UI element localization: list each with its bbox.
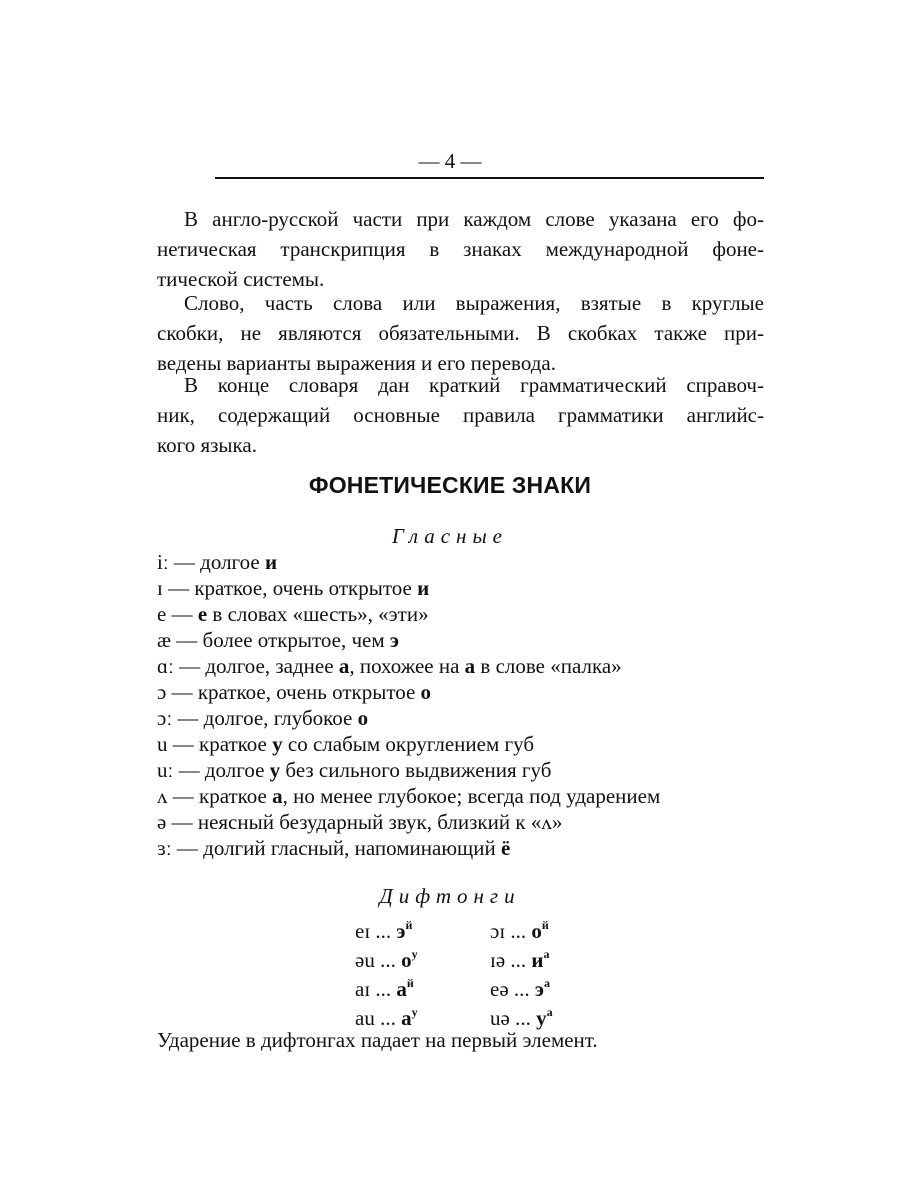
glide-superscript: а bbox=[543, 976, 550, 990]
emphasis-letter: а bbox=[464, 654, 476, 678]
phonetic-symbol: eə bbox=[490, 977, 509, 1001]
emphasis-letter: э bbox=[389, 628, 399, 652]
phonetic-symbol: əu bbox=[355, 948, 375, 972]
russian-equivalent: у bbox=[536, 1006, 547, 1030]
text-line: В конце словаря дан краткий грамматический справоч- bbox=[184, 373, 764, 397]
text-line: кого языка. bbox=[157, 433, 257, 457]
vowel-item bbox=[157, 627, 797, 653]
phonetic-symbol: e bbox=[157, 602, 167, 626]
description-text: со слабым округлением губ bbox=[282, 732, 535, 756]
glide-superscript: й bbox=[405, 918, 413, 932]
separator-dots: ... bbox=[509, 1006, 537, 1030]
text-line: тической системы. bbox=[157, 267, 325, 291]
diphthong-entry bbox=[490, 946, 550, 975]
vowels-subtitle: Гласные bbox=[391, 524, 509, 548]
vowel-item bbox=[157, 705, 797, 731]
russian-equivalent: о bbox=[401, 948, 412, 972]
diphthong-entry bbox=[490, 917, 549, 946]
vowel-item bbox=[157, 731, 797, 757]
glide-superscript: й bbox=[406, 976, 414, 990]
phonetic-symbol: au bbox=[355, 1006, 375, 1030]
separator-dots: ... bbox=[374, 1006, 402, 1030]
diphthong-row bbox=[355, 975, 615, 1004]
emphasis-letter: о bbox=[357, 706, 369, 730]
diphthong-entry bbox=[490, 975, 550, 1004]
phonetic-symbol: uə bbox=[490, 1006, 510, 1030]
separator-dots: ... bbox=[370, 919, 397, 943]
section-title: ФОНЕТИЧЕСКИЕ ЗНАКИ bbox=[308, 472, 592, 498]
text-line: нетическая транскрипция в знаках международной фоне- bbox=[157, 237, 764, 261]
phonetic-symbol: iː bbox=[157, 550, 169, 574]
vowel-item bbox=[157, 835, 797, 861]
glide-superscript: а bbox=[543, 947, 550, 961]
text-line: В англо-русской части при каждом слове указана его фо- bbox=[184, 207, 764, 231]
diphthong-entry bbox=[355, 975, 414, 1004]
intro-paragraph-2 bbox=[157, 288, 764, 378]
text-line: ник, содержащий основные правила грамматики английс- bbox=[157, 403, 764, 427]
separator-dots: ... bbox=[505, 919, 532, 943]
emphasis-letter: у bbox=[269, 758, 281, 782]
vowel-list bbox=[157, 549, 797, 861]
phonetic-symbol: ə bbox=[157, 810, 167, 834]
diphthong-row bbox=[355, 917, 615, 946]
phonetic-symbol: aɪ bbox=[355, 977, 371, 1001]
description-text: , похожее на bbox=[349, 654, 465, 678]
vowel-item bbox=[157, 653, 797, 679]
description-text: в словах «шесть», «эти» bbox=[207, 602, 429, 626]
description-text: — долгое bbox=[168, 550, 265, 574]
separator-dots: ... bbox=[508, 977, 535, 1001]
phonetic-symbol: ɑː bbox=[157, 654, 174, 678]
phonetic-symbol: ʌ bbox=[157, 784, 168, 808]
description-text: , но менее глубокое; всегда под ударением bbox=[282, 784, 661, 808]
vowel-item bbox=[157, 549, 797, 575]
glide-superscript: у bbox=[411, 947, 418, 961]
separator-dots: ... bbox=[370, 977, 397, 1001]
phonetic-symbol: ɜː bbox=[157, 836, 172, 860]
vowel-item bbox=[157, 757, 797, 783]
diphthong-row bbox=[355, 946, 615, 975]
emphasis-letter: и bbox=[417, 576, 430, 600]
page-number: — 4 — bbox=[418, 149, 482, 173]
russian-equivalent: а bbox=[401, 1006, 412, 1030]
vowel-item bbox=[157, 783, 797, 809]
text-line: ведены варианты выражения и его перевода. bbox=[157, 351, 556, 375]
phonetic-symbol: u bbox=[157, 732, 168, 756]
emphasis-letter: о bbox=[420, 680, 432, 704]
separator-dots: ... bbox=[505, 948, 532, 972]
diphthong-table bbox=[355, 917, 615, 1033]
emphasis-letter: ё bbox=[500, 836, 511, 860]
phonetic-symbol: ɪə bbox=[490, 948, 506, 972]
phonetic-symbol: ɔː bbox=[157, 706, 173, 730]
text-line: скобки, не являются обязательными. В скобках также при- bbox=[157, 321, 764, 345]
intro-paragraph-3 bbox=[157, 370, 764, 460]
description-text: — долгое bbox=[173, 758, 270, 782]
description-text: — неясный безударный звук, близкий к «ʌ» bbox=[166, 810, 563, 834]
russian-equivalent: и bbox=[531, 948, 544, 972]
intro-paragraph-1 bbox=[157, 204, 764, 294]
phonetic-symbol: uː bbox=[157, 758, 174, 782]
phonetic-symbol: ɪ bbox=[157, 576, 163, 600]
description-text: — краткое, очень открытое bbox=[166, 680, 421, 704]
phonetic-symbol: æ bbox=[157, 628, 172, 652]
emphasis-letter: а bbox=[272, 784, 283, 808]
description-text: — краткое, очень открытое bbox=[162, 576, 418, 600]
diphthongs-subtitle: Дифтонги bbox=[379, 884, 521, 908]
diphthong-entry bbox=[355, 946, 418, 975]
vowel-item bbox=[157, 575, 797, 601]
vowel-item bbox=[157, 679, 797, 705]
description-text: — долгое, глубокое bbox=[172, 706, 358, 730]
emphasis-letter: а bbox=[338, 654, 350, 678]
separator-dots: ... bbox=[374, 948, 402, 972]
description-text: в слове «палка» bbox=[475, 654, 622, 678]
phonetic-symbol: ɔ bbox=[157, 680, 167, 704]
description-text: — bbox=[166, 602, 198, 626]
description-text: — долгий гласный, напоминающий bbox=[171, 836, 501, 860]
header-rule bbox=[215, 177, 764, 179]
russian-equivalent: а bbox=[396, 977, 407, 1001]
vowel-item bbox=[157, 809, 797, 835]
glide-superscript: й bbox=[541, 918, 549, 932]
description-text: без сильного выдвижения губ bbox=[280, 758, 552, 782]
description-text: — краткое bbox=[167, 784, 273, 808]
russian-equivalent: о bbox=[531, 919, 542, 943]
emphasis-letter: у bbox=[272, 732, 283, 756]
vowel-item bbox=[157, 601, 797, 627]
russian-equivalent: э bbox=[534, 977, 544, 1001]
phonetic-symbol: eɪ bbox=[355, 919, 371, 943]
emphasis-letter: е bbox=[197, 602, 208, 626]
description-text: — краткое bbox=[167, 732, 273, 756]
description-text: — более открытое, чем bbox=[171, 628, 390, 652]
glide-superscript: у bbox=[411, 1005, 418, 1019]
emphasis-letter: и bbox=[264, 550, 278, 574]
description-text: — долгое, заднее bbox=[173, 654, 339, 678]
phonetic-symbol: ɔɪ bbox=[490, 919, 506, 943]
russian-equivalent: э bbox=[396, 919, 406, 943]
diphthong-entry bbox=[355, 917, 412, 946]
glide-superscript: а bbox=[546, 1005, 553, 1019]
text-line: Слово, часть слова или выражения, взятые в круглые bbox=[184, 291, 764, 315]
stress-note: Ударение в дифтонгах падает на первый элемент. bbox=[157, 1028, 598, 1052]
